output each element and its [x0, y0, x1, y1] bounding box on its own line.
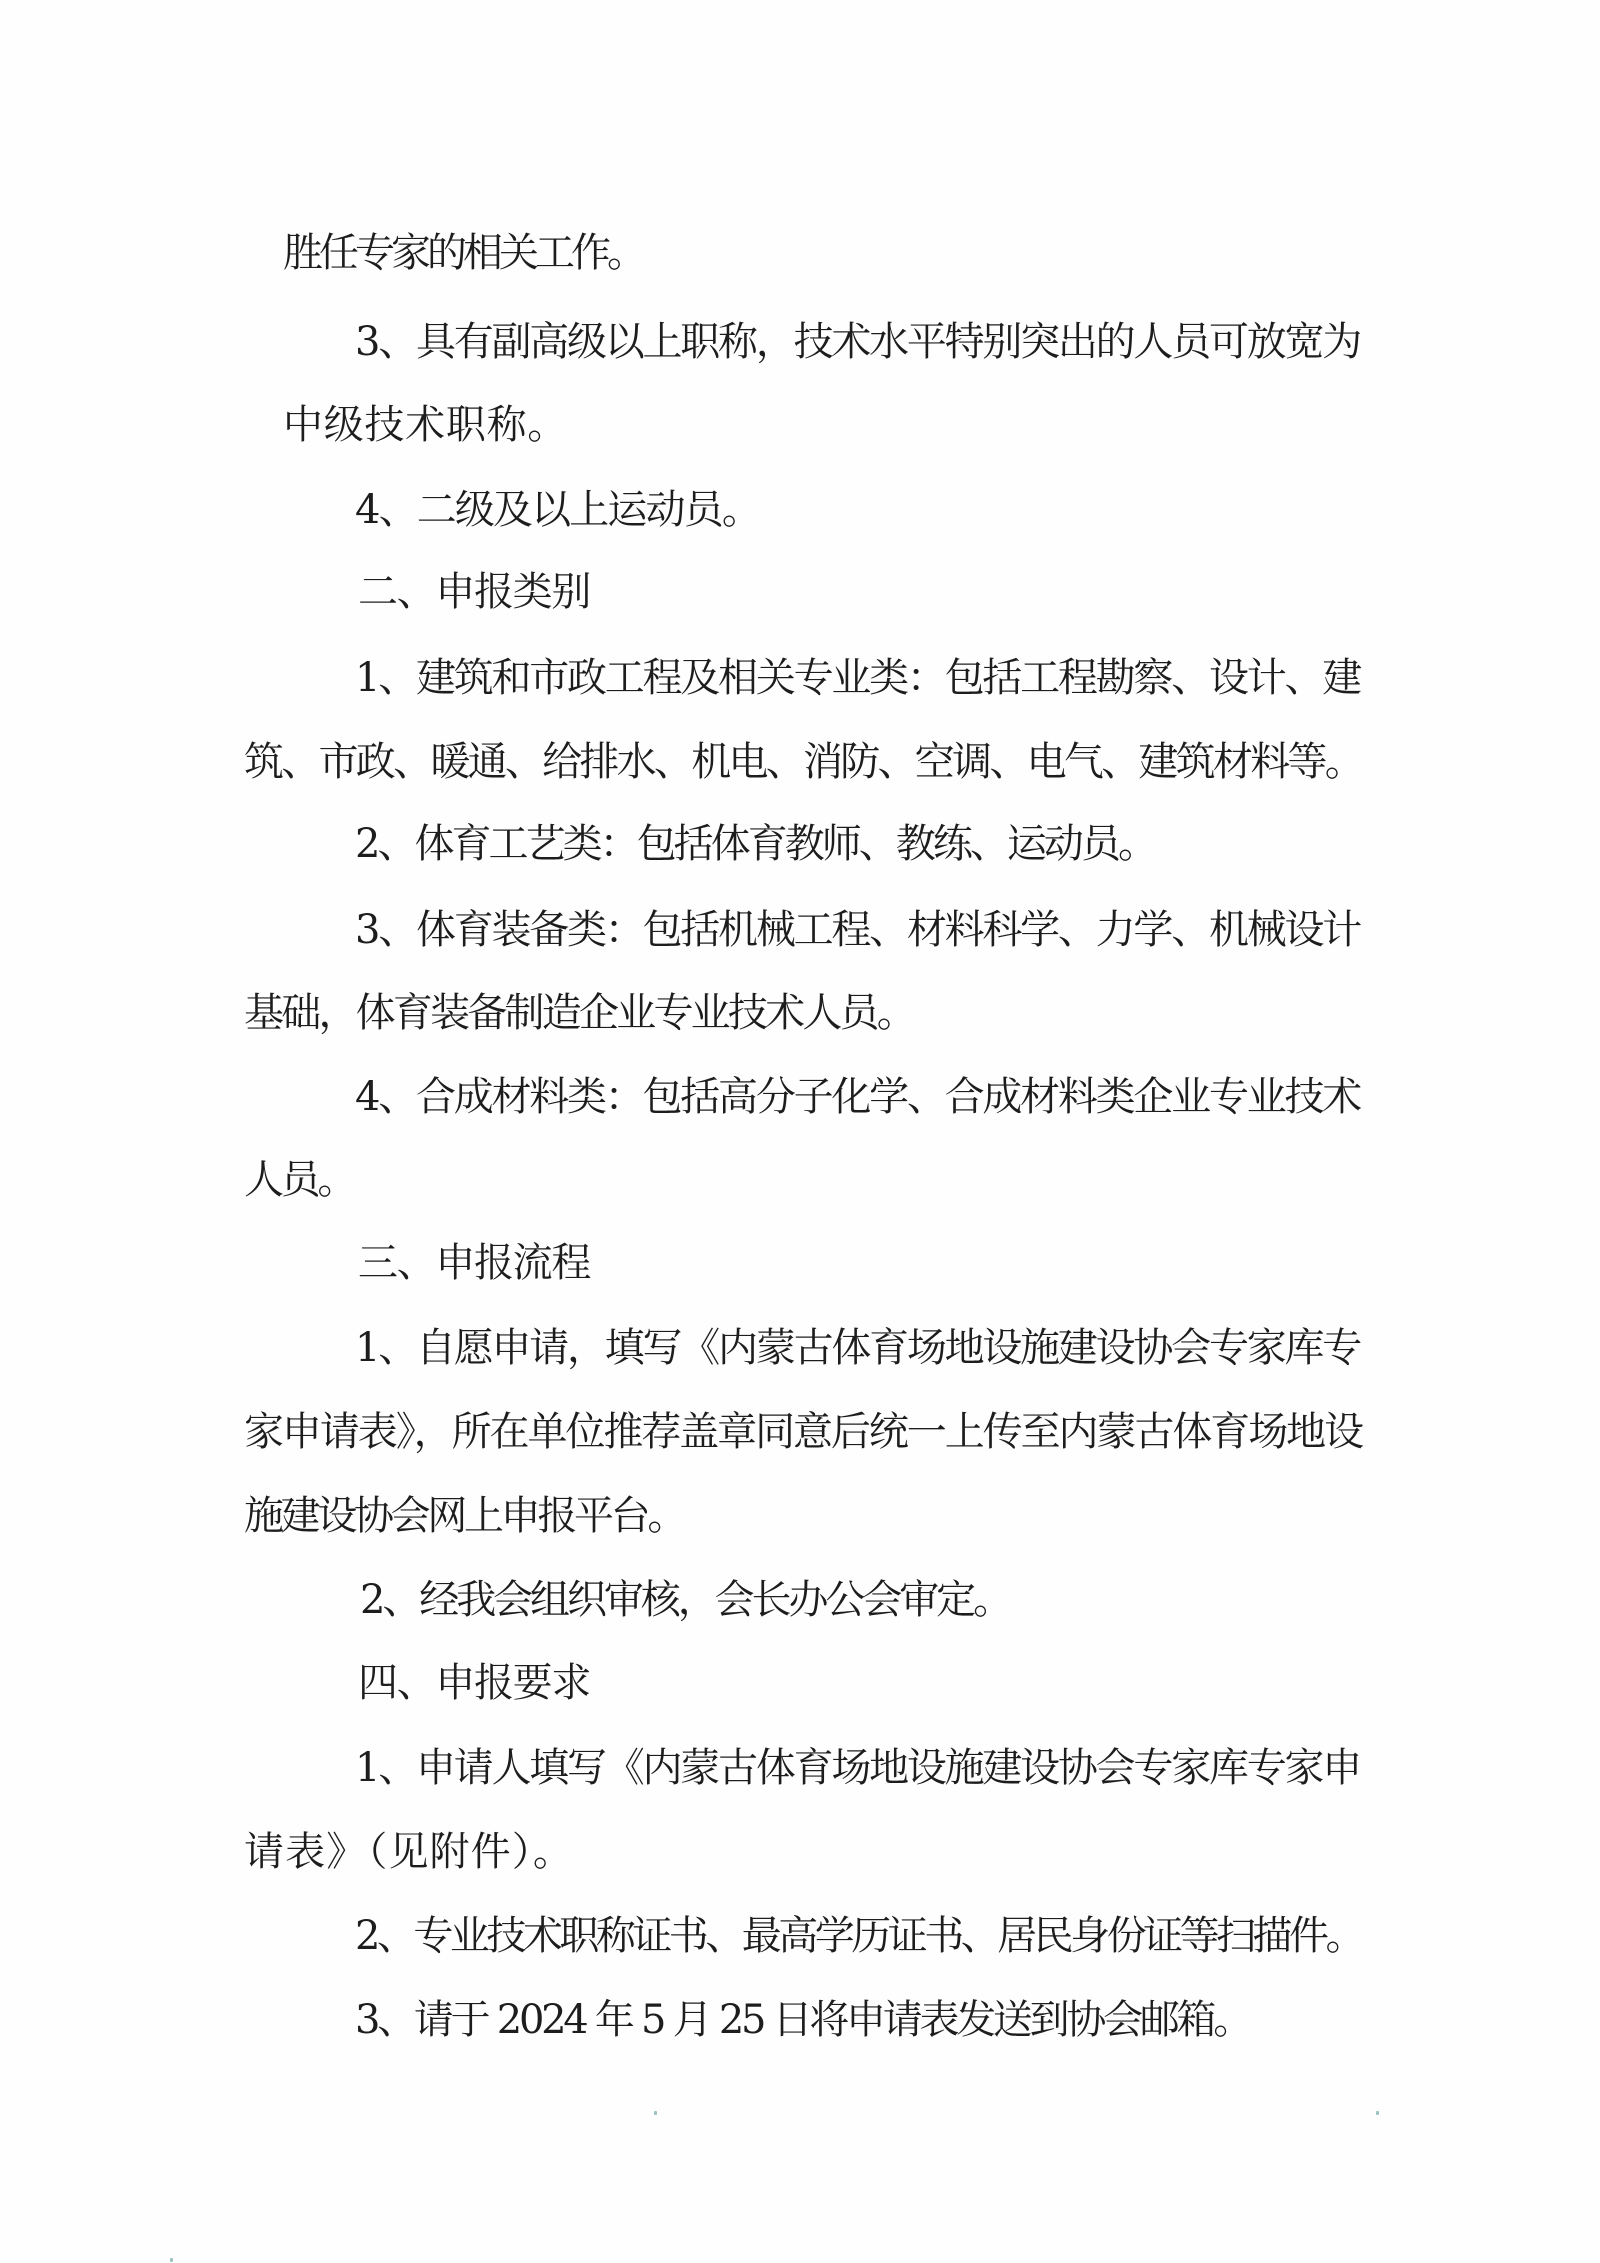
section-heading: 二、申报类别 — [358, 569, 590, 615]
scan-speck — [654, 2111, 657, 2115]
text-line: 筑、市政、暖通、给排水、机电、消防、空调、电气、建筑材料等。 — [244, 739, 1362, 785]
text-line: 中级技术职称。 — [283, 402, 568, 448]
text-line: 1、建筑和市政工程及相关专业类：包括工程勘察、设计、建 — [355, 655, 1360, 701]
section-heading: 四、申报要求 — [358, 1660, 590, 1706]
text-line: 人员。 — [244, 1157, 354, 1203]
text-line: 1、申请人填写《内蒙古体育场地设施建设协会专家库专家申 — [355, 1745, 1360, 1791]
text-line: 3、体育装备类：包括机械工程、材料科学、力学、机械设计 — [355, 907, 1360, 953]
text-line: 基础，体育装备制造企业专业技术人员。 — [244, 990, 914, 1036]
text-line: 施建设协会网上申报平台。 — [244, 1493, 684, 1539]
section-heading: 三、申报流程 — [358, 1240, 590, 1286]
text-line: 2、专业技术职称证书、最高学历证书、居民身份证等扫描件。 — [355, 1913, 1362, 1959]
text-line: 4、二级及以上运动员。 — [355, 487, 760, 533]
text-line: 2、体育工艺类：包括体育教师、教练、运动员。 — [355, 821, 1155, 867]
text-line: 胜任专家的相关工作。 — [283, 230, 643, 276]
scan-speck — [1376, 2111, 1379, 2115]
text-line: 3、具有副高级以上职称，技术水平特别突出的人员可放宽为 — [355, 319, 1360, 365]
text-line: 4、合成材料类：包括高分子化学、合成材料类企业专业技术 — [355, 1074, 1360, 1120]
text-line: 3、请于 2024 年 5 月 25 日将申请表发送到协会邮箱。 — [355, 1997, 1250, 2043]
scan-speck — [170, 2258, 173, 2262]
text-line: 2、经我会组织审核，会长办公会审定。 — [360, 1577, 1010, 1623]
text-line: 请表》（见附件）。 — [244, 1829, 574, 1875]
text-line: 家申请表》，所在单位推荐盖章同意后统一上传至内蒙古体育场地设 — [244, 1409, 1362, 1455]
text-line: 1、自愿申请，填写《内蒙古体育场地设施建设协会专家库专 — [355, 1325, 1360, 1371]
